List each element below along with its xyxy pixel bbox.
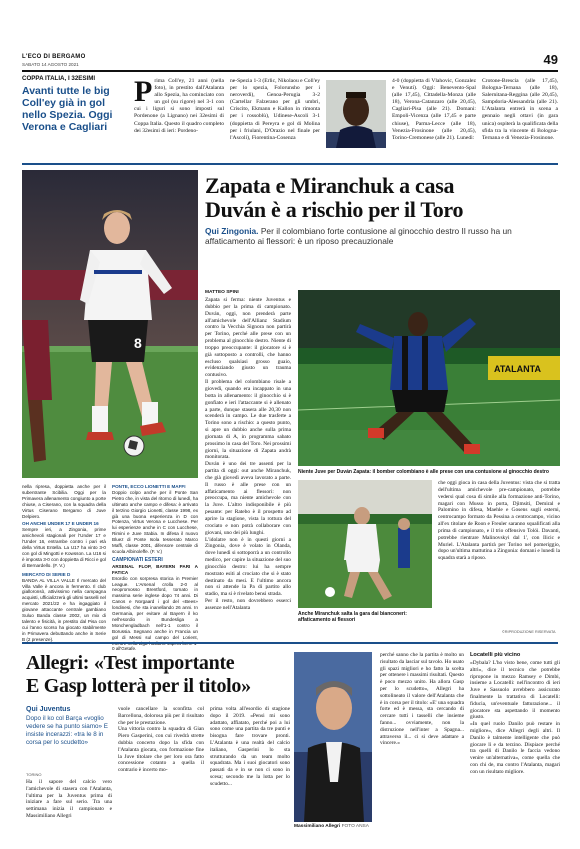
brief-campionati-sub: ARSENAL FLOP, BAYERN PARI A FATICA (112, 563, 198, 575)
coppa-col-4: Crotone-Brescia (alle 17,45), Bologna-Ternana (alle 18), Salernitana-Reggina (alle 20,45), Sampdoria-Alessandria (alle 21). L'Atalanta entrerà in scena a gennaio negli ottavi (in gara unica) ospiterà la qualificata della sfida tra la vincente di Bologna-Ternana e di Venezia-Frosinone. (482, 78, 558, 141)
zapata-headline-line-1: Zapata e Miranchuk a casa (205, 173, 455, 198)
colley-photo (326, 80, 386, 148)
coppa-story-header (22, 75, 128, 133)
allegri-headline-line-1: Allegri: «Test importante (26, 652, 235, 674)
coppa-headline: Avanti tutte le big Coll'ey già in gol nello Spezia. Oggi Verona e Cagliari (22, 85, 113, 133)
zapata-byline: MATTEO SPINI (205, 290, 239, 295)
brief-campionati-text: Esordio con sorpresa storica in Premier League. L'Arsenal crolla 2-0 al neopromosso Brentford, tornato in massima serie inglese dopo 74 anni. Di Canos e Norgaard i gol del «Bees» londinesi, che sta inanellando 26 anni. In Germania, per evitare al Bayern il ko nell'esordio in Bundesliga a Monchengladbach nell'1-1 contro il Borussia. Segnano anche in Francia un gol di Messi sul campo del Lorient, 0 all'Getafe. (112, 575, 198, 652)
issue-date: SABATO 14 AGOSTO 2021 (22, 62, 79, 67)
allegri-photo-caption (294, 824, 374, 829)
brief-mercato-text: BANDA AL VILLA VALLE Il mercato del Villa Valle è ancora in fermento. Il club gialloronsò, attivissimo nella campagna acquisti, ufficializzerà gli ultimi tasselli nel mercato 2021/22 e ha ingaggiato il giovane attaccante centrale gambiano Suluo Banda classe 2002, un mix di talento e fisicità, in prestito dal Pisa con cui l'anno scorso ha giocato stabilmente in Primavera debuttando anche in Serie B (2 presenze). (22, 577, 106, 642)
zapata-article-col-2: che oggi gioca in casa della Juventus: vista che si tratta dell'ultima amichevole pre-campionato, potrebbe vedersi qual cosa di simile alla formazione anti-Torino, magari con Musso in porta, Djimsiti, Demiral e Palomino in difesa, Maehle e Gosens sugli esterni, centrocampo formato da Pessina a centrocampo, vicino all'ex titolare de Roon e Freuler saranno squalificati alla prima di campionato, e il trio offensivo Tolói. Davanti, potrebbe rientrare Malinovskyi dal 1', con Ilicic e Muriel. L'Atalanta partirà per Torino nel pomeriggio, dopo un'ultima mattutina a Zingonia: domani e lunedì la squadra starà a riposo. (438, 480, 560, 562)
allegri-col-5 (470, 652, 560, 836)
allegri-deck: Dopo il ko col Barça «voglio vedere se ha punto siamo» E insiste incerazzi: «tra le 8 in corsa per lo scudetto» (26, 715, 108, 746)
zapata-body: Zapata si ferma: niente Juventus e dubbio per la prima di campionato. Duván, oggi, non prenderà parte all'amichevole dell'Allianz Stadium contro la Vecchia Signora non partirà per Torino, perché alle prese con un problema al ginocchio destro. Niente di troppo preoccupante: il giocatore si è già sottoposto a controlli, che hanno escluso qualsiasi grosso guaio, evidenziando giusto un trauma contusivo. Il problema del colombiano risale a giovedì, quando era incappato in una botta in allenamento: il ginocchio si è gonfiato e ieri l'attaccante si è allenato a parte, dunque stasera alle 20,30 non scenderà in campo. Le due trasferte a Torino sono a rischio: a questo punto, si apre un dubbio anche sulla prima giornata di A, in programma sabato prossimo in casa del Toro. Nei prossimi giorni, la situazione di Zapata andrà monitorata. Duván è uno dei tre assenti per la partita di oggi: out anche Miranchuk, che già giovedì aveva lavorato a parte. Il russo è alle prese con un affaticamento ai flessori: non preoccupa, ma niente amichevole con la Juve. L'altro indisponibile è più pesante: per Ratebo è il prospetto ad aprire la stagione, vista la rottura del crociato e non potrà collaborare con giovani, uno dei più lunghi. L'idolatre non è in questi giorni a Zingonia, dove è volato in Olanda, dove lunedì si sottoporrà a un controllo medico, per capire la situazione del suo ginocchio destro: lui ha sempre mostrato esiti al crociato che si è stato destinato da mesi. E l'ultimo ancora non si attende la Pa di partito allo stadio, ma si è rivelato bensi strada. Per il resto, non dovrebbero esserci assenze nell'Atalanta (205, 297, 291, 611)
svg-text:ATALANTA: ATALANTA (494, 364, 541, 374)
allegri-headline-line-2: E Gasp lotterà per il titolo» (26, 675, 251, 697)
miranchuk-photo-caption: Anche Miranchuk salta la gara dai bianconeri: affaticamento ai flessori (298, 611, 407, 623)
section-rule-bottom (22, 642, 558, 644)
sidebar-col-1 (22, 484, 107, 642)
zapata-copyright: ©RIPRODUZIONE RISERVATA (502, 630, 556, 634)
sidebar-col-2 (112, 484, 198, 652)
allegri-caption-credit: FOTO ANSA (341, 824, 369, 829)
brief-mercato-head: MERCATO DI SERIE D (22, 571, 71, 577)
allegri-photo (294, 652, 372, 822)
coppa-col-1: Prima Coll'ey, 21 anni (nella foto), in prestito dall'Atalanta allo Spezia, ha cominciato con un gol (su rigore) nel 3-1 con cui i liguri si sono imposti sul Pordenone (a Lignano) nei 32esimi di Coppa Italia. Questo il quadro completo dei 32esimi di ieri: Pordeno- (134, 75, 224, 134)
allegri-col-4: perché sanno che la partita è molto un risultato da lasciar sul tavolo. Ho usato gli spazi migliori e ho fatto la scelta per ottenere i massimi risultati. Questo è poco mezzo unito. Ha allora Gasp per lo scudetto», Allegri ha sottolineato il valore dell'Atalanta che è in corsa per il titolo: «E' una squadra forte ed è messa, sta cercando di cercare tutti i tasselli che insieme fanno... ovviamente, non la distruzione nell'inter a Spagna... attraverso il... ci si deve adattare a vincere.» (380, 652, 464, 747)
coppa-kicker: COPPA ITALIA, I 32ESIMI (22, 75, 96, 82)
locatelli-head: Locatelli più vicino (470, 652, 521, 658)
locatelli-text: «Dybala? L'ho visto bene, come tutti gli altri», dice il tecnico che potrebbe ripropone in mezzo Ramsey e Dimbi, insieme a Locatelli: nell'incontro di ieri Juve e Sassuolo avrebbero assicurato finalmente la trattativa di Locatelli: fiducia, un'eventuale fatturazione... il giocatore sta aspettando il momento giusto. «In quel ruolo Danilo può restare in migliore», dice Allegri degli altri. Il Danilo è talmente intelligente che può giocare lì e da terzino. Dispiace perché tra quelli di Danilo le faccia vedono venire un'alternativa», come quella che con chi de, ma contro l'Atalanta, magari con un risultato migliore. (470, 660, 560, 775)
zapata-article-col-1 (205, 297, 291, 637)
coppa-col-3: 4-0 (doppietta di Vlahovic, Gonzalez e Venuti). Oggi: Benevento-Spal (alle 17,45), Cittadella-Monza (alle 18), Verona-Catanzaro (alle 20,45), Cagliari-Pisa (alle 21). Domani: Empoli-Vicenza (alle 17,45 e parte chiuse), Parma-Lecce (alle 18), Venezia-Frosinone (alle 20,45), Torino-Cremonese (alle 21). Lunedì: (392, 78, 476, 141)
allegri-kicker: Qui Juventus (26, 706, 71, 713)
allegri-col-1: Ha il sapore del calcio vero l'amichevole di stasera con l'Atalanta, l'ultima per la Juventus prima di iniziare a fare sul serio. Tra una settimana inizia il campionato e Massimiliano Allegri (26, 779, 112, 819)
brief-primavera: nella ripresa, doppietta anche per il subentrante Scibilia. Oggi per la Primavera allenamento congiunto a porte chiuse, a Ciserano, con la squadra della Virtus Ciserano Bergamo di Juve Delpiero. (22, 484, 107, 519)
zapata-photo (298, 290, 560, 466)
masthead: L'ECO DI BERGAMO (22, 54, 86, 60)
brief-ponte-head: PONTE, ECCO LIONETTI E MAFFI (112, 484, 186, 489)
coppa-col-2: ne-Spezia 1-3 (Erlic, Nikolaou e Coll'ey per lo spezia, Folorunsho per i neroverdi), Genoa-Perugia 3-2 (Cartellar Falzerano per gli umbri, Criscito, Ekmann e Kallon in rimonta per i rossoblù), Udinese-Ascoli 3-1 (doppietta di Pereyra e gol di Molina per i friulani, D'Orazio nel finale per l'Ascoli), Fiorentina-Cosenza (230, 78, 320, 141)
allegri-headline (26, 652, 286, 698)
zapata-subhead-text: Per il colombiano forte contusione al ginocchio destro Il russo ha un affaticamento ai flessori: è un riposo precauzionale (205, 226, 512, 246)
zapata-subhead-lead: Qui Zingonia. (205, 226, 259, 236)
brief-under-text: Sempre ieri, a Zingonia, prime amichevoli stagionali per l'Under 17 e l'Under 16, entrambe contro i pari età della Virtus Entella. La U17 ha vinto 3-0 con gol di Mingotti e Kowsson. La U16 si è imposta 3-0 con doppietta di Ricci e gol di Bernardello. (F. V.) (22, 527, 107, 568)
allegri-col-3: prima volta all'esordio di stagione dopo il 2019. «Pensi mi sono adattato, affiatato, perché poi a lui sono come una partita da tre punti e bisogna fare trovare pronti. L'Atalanta è una realtà del calcio italiano, Gasperini lo sta strutturando da un team molto squadrata. Ma i suoi giocatori sono passati da e in se non ci sono in scesa; secondo me la lotta per lo scudetto... (210, 706, 290, 787)
header-rule (22, 70, 558, 72)
zapata-headline (205, 174, 560, 222)
allegri-location: TORINO (26, 772, 42, 777)
allegri-col-2: vuole cancellare la sconfitta col Barcellona, dolorosa più per il risultato che per le prestazione. Una vittoria contro la squadra di Gian Piero Gasperini, con cui rivedrà strette dubbia concerto dopo la sfida con l'Atalanta giocata, con formazione fine la Juve titolare che per loro ora fatto concessione cotanto a quella il contrario è incerto mo- (118, 706, 204, 774)
section-rule-top (22, 163, 558, 165)
zapata-subhead (205, 226, 560, 246)
zapata-headline-line-2: Duván è a rischio per il Toro (205, 197, 464, 222)
brief-ponte-text: Doppio colpo anche per il Ponte San Pietro che, in vista del ritorno di lunedì, ha ultimato anche campo e difesa: è arrivato il terzino Giorgio Lionetti, classe 1998, ex già una buona esperienza in D con Potenza, Virtus Verona e Lucchese. Per lui esperienze anche in C con Lucchese, Rimini e Juve Stabia. In difesa il nuovo Bluez di Ponte Isola tesserato Marco Maffi, classe 2001, difensore centrale di scuola Albinoleffe. (F. V.) (112, 489, 198, 554)
brief-under-head: OH ANCHE UNDER 17 E UNDER 16 (22, 521, 99, 527)
allegri-caption-name: Massimiliano Allegri (294, 824, 341, 829)
brief-campionati-head: CAMPIONATI ESTERI (112, 556, 163, 563)
miranchuk-training-photo (298, 480, 432, 608)
zapata-photo-caption: Niente Juve per Duván Zapata: il bomber colombiano è alle prese con una contusione al ginocchio destro (298, 469, 549, 475)
page-number: 49 (543, 52, 558, 67)
miranchuk-photo (22, 170, 198, 478)
svg-text:8: 8 (134, 335, 142, 351)
